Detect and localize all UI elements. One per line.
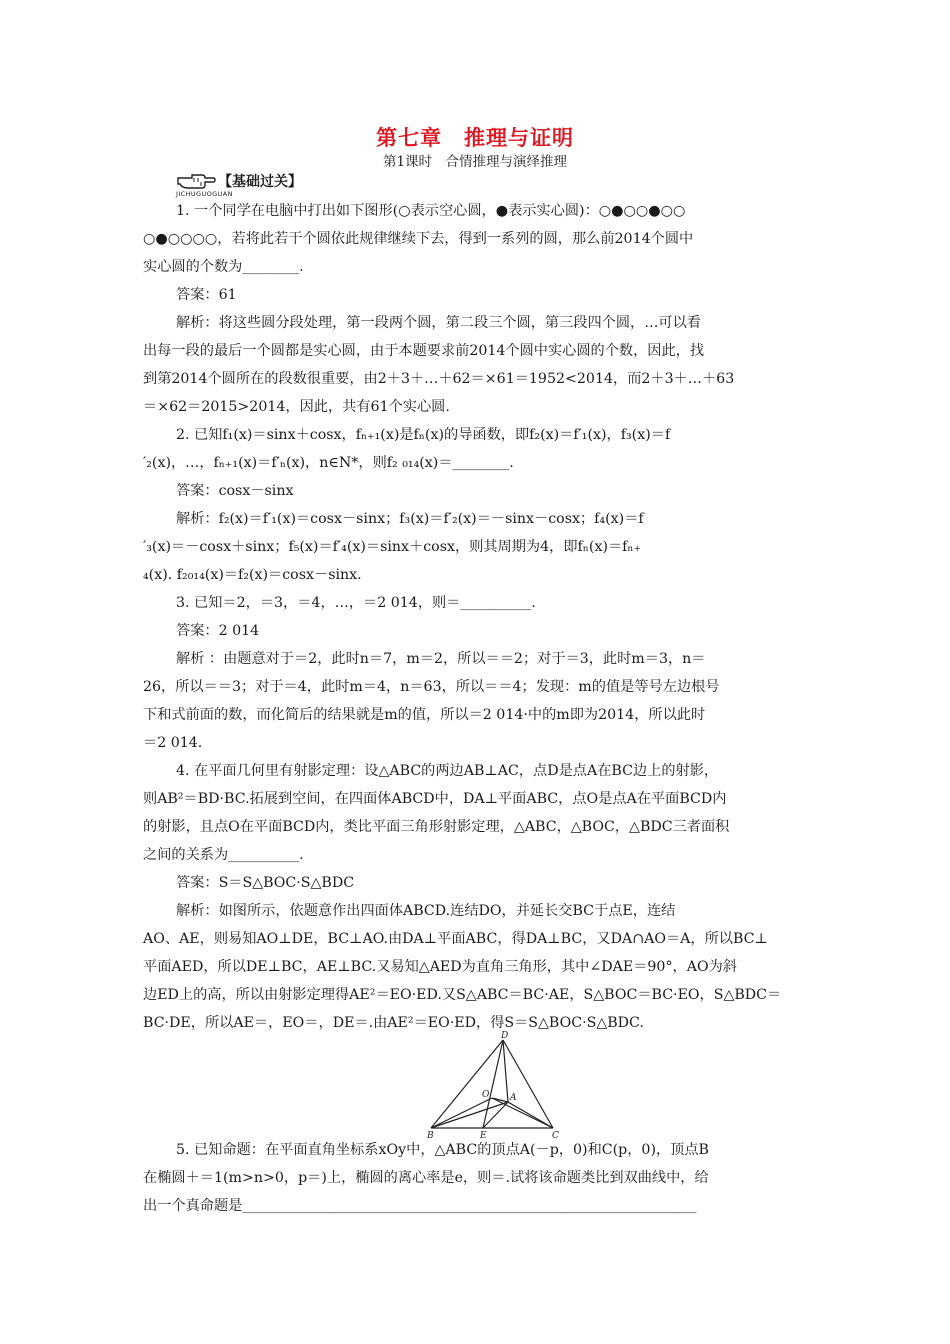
text-line: 答案：cosx－sinx: [176, 483, 294, 499]
text-line: AO、AE，则易知AO⊥DE，BC⊥AO.由DA⊥平面ABC，得DA⊥BC，又DA∩AO＝A，所以BC⊥: [143, 931, 768, 947]
label-O: O: [482, 1090, 490, 1100]
label-C: C: [552, 1131, 559, 1141]
chapter-title: 第七章 推理与证明: [376, 126, 574, 150]
text-line: ○●○○○○，若将此若干个圆依此规律继续下去，得到一系列的圆，那么前2014个圆中: [143, 231, 694, 247]
text-line: 边ED上的高，所以由射影定理得AE²＝EO·ED.又S△ABC＝BC·AE，S△BOC＝BC·EO，S△BDC＝: [143, 987, 782, 1003]
text-line: 1. 一个同学在电脑中打出如下图形(○表示空心圆，●表示实心圆)：○●○○●○○: [176, 203, 686, 219]
text-line: 解析：如图所示，依题意作出四面体ABCD.连结DO，并延长交BC于点E，连结: [176, 903, 676, 919]
text-line: 解析 ：由题意对于＝2，此时n＝7，m＝2，所以＝＝2；对于＝3，此时m＝3，n＝: [176, 651, 706, 667]
text-line: ＝2 014.: [143, 735, 203, 751]
text-line: 26，所以＝＝3；对于＝4，此时m＝4，n＝63，所以＝＝4；发现：m的值是等号左边根号: [143, 679, 720, 695]
edge-DC: [503, 1040, 553, 1128]
text-line: BC·DE，所以AE＝，EO＝，DE＝.由AE²＝EO·ED，得S＝S△BOC·S△BDC.: [143, 1015, 644, 1031]
tetrahedron-figure: [425, 1030, 565, 1142]
text-line: 答案：S＝S△BOC·S△BDC: [176, 875, 355, 891]
text-line: ＝×62＝2015>2014，因此，共有61个实心圆.: [143, 399, 450, 415]
text-line: 答案：2 014: [176, 623, 260, 639]
edge-DA: [503, 1040, 508, 1102]
text-line: ′₃(x)＝－cosx＋sinx；f₅(x)＝f′₄(x)＝sinx＋cosx，则其周期为4，即fₙ(x)＝fₙ₊: [143, 539, 642, 555]
text-line: 2. 已知f₁(x)＝sinx＋cosx，fₙ₊₁(x)是fₙ(x)的导函数，即f₂(x)＝f′₁(x)，f₃(x)＝f: [176, 427, 671, 443]
segment-BO: [431, 1098, 492, 1128]
text-line: 解析：f₂(x)＝f′₁(x)＝cosx－sinx；f₃(x)＝f′₂(x)＝－sinx－cosx；f₄(x)＝f: [176, 511, 644, 527]
label-A: A: [510, 1093, 517, 1103]
text-line: 出每一段的最后一个圆都是实心圆，由于本题要求前2014个圆中实心圆的个数，因此，找: [143, 343, 705, 359]
text-line: 之间的关系为__________.: [143, 847, 304, 863]
text-line: 出一个真命题是________________________________________________________________: [143, 1198, 697, 1214]
edge-DB: [431, 1040, 503, 1128]
segment-DE: [483, 1040, 503, 1128]
text-line: 4. 在平面几何里有射影定理：设△ABC的两边AB⊥AC，点D是点A在BC边上的射影，: [176, 763, 719, 779]
lesson-title: 第1课时 合情推理与演绎推理: [382, 154, 568, 170]
section-label: 【基础过关】: [218, 174, 302, 190]
text-line: 答案：61: [176, 287, 237, 303]
text-line: 5. 已知命题：在平面直角坐标系xOy中，△ABC的顶点A(－p，0)和C(p，0)，顶点B: [176, 1142, 709, 1158]
label-B: B: [427, 1131, 434, 1141]
text-line: 则AB²＝BD·BC.拓展到空间，在四面体ABCD中，DA⊥平面ABC，点O是点A在平面BCD内: [143, 791, 727, 807]
text-line: 解析：将这些圆分段处理，第一段两个圆，第二段三个圆，第三段四个圆，…可以看: [176, 315, 701, 331]
edge-BA: [431, 1102, 508, 1128]
label-D: D: [501, 1031, 509, 1041]
section-badge: [176, 170, 336, 198]
label-E: E: [480, 1131, 487, 1141]
text-line: ₄(x). f₂₀₁₄(x)＝f₂(x)＝cosx－sinx.: [143, 567, 362, 583]
text-line: 平面AED，所以DE⊥BC，AE⊥BC.又易知△AED为直角三角形，其中∠DAE＝90°，AO为斜: [143, 959, 737, 975]
text-line: 下和式前面的数，而化简后的结果就是m的值，所以＝2 014·中的m即为2014，所以此时: [143, 707, 706, 723]
text-line: 实心圆的个数为________.: [143, 259, 304, 275]
text-line: 的射影，且点O在平面BCD内，类比平面三角形射影定理，△ABC，△BOC，△BDC三者面积: [143, 819, 730, 835]
text-line: 到第2014个圆所在的段数很重要，由2＋3＋…＋62＝×61＝1952<2014，而2＋3＋…＋63: [143, 371, 735, 387]
text-line: ′₂(x)，…，fₙ₊₁(x)＝f′ₙ(x)，n∈N*，则f₂ ₀₁₄(x)＝________.: [143, 455, 514, 471]
text-line: 在椭圆＋＝1(m>n>0，p＝)上，椭圆的离心率是e，则＝.试将该命题类比到双曲线中，给: [143, 1170, 709, 1186]
pointing-hand-icon: [176, 170, 216, 190]
text-line: 3. 已知＝2，＝3，＝4，…，＝2 014，则＝__________.: [176, 595, 536, 611]
section-pinyin: JICHUGUOGUAN: [176, 190, 233, 198]
